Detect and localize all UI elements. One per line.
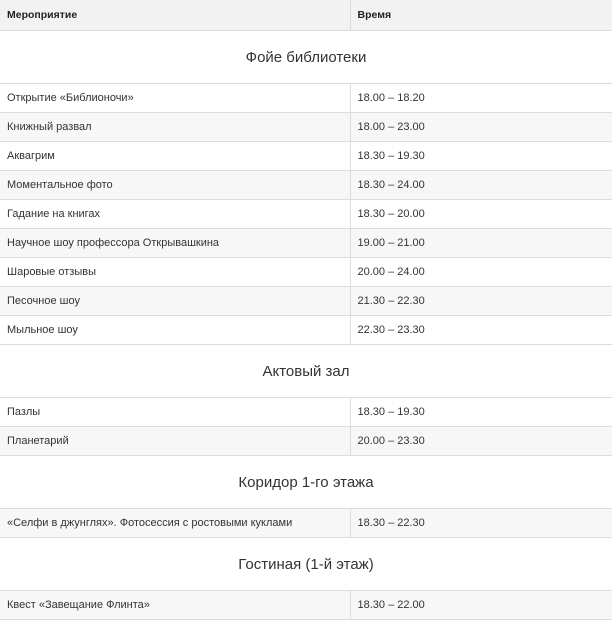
section-header-row [0, 31, 612, 84]
time-cell: 18.30 – 22.00 [350, 591, 612, 620]
table-row [0, 591, 612, 620]
section-title: Актовый зал [0, 345, 612, 398]
time-cell: 19.00 – 21.00 [350, 229, 612, 258]
event-cell: Гадание на книгах [0, 200, 350, 229]
section-title: Коридор 1-го этажа [0, 456, 612, 509]
table-row [0, 398, 612, 427]
table-row [0, 509, 612, 538]
event-cell: Открытие «Библионочи» [0, 84, 350, 113]
schedule-body [0, 31, 612, 620]
event-cell: Планетарий [0, 427, 350, 456]
table-row [0, 258, 612, 287]
event-cell: Аквагрим [0, 142, 350, 171]
section-title: Фойе библиотеки [0, 31, 612, 84]
event-cell: Моментальное фото [0, 171, 350, 200]
time-cell: 18.30 – 20.00 [350, 200, 612, 229]
section-title: Гостиная (1-й этаж) [0, 538, 612, 591]
event-cell: «Селфи в джунглях». Фотосессия с ростовыми куклами [0, 509, 350, 538]
table-row [0, 427, 612, 456]
time-cell: 20.00 – 23.30 [350, 427, 612, 456]
time-cell: 18.30 – 19.30 [350, 398, 612, 427]
column-header-time: Время [350, 0, 612, 31]
event-cell: Пазлы [0, 398, 350, 427]
event-cell: Квест «Завещание Флинта» [0, 591, 350, 620]
table-row [0, 316, 612, 345]
table-row [0, 142, 612, 171]
time-cell: 18.00 – 23.00 [350, 113, 612, 142]
event-cell: Книжный развал [0, 113, 350, 142]
time-cell: 18.30 – 24.00 [350, 171, 612, 200]
table-row [0, 229, 612, 258]
time-cell: 18.30 – 19.30 [350, 142, 612, 171]
time-cell: 21.30 – 22.30 [350, 287, 612, 316]
time-cell: 18.00 – 18.20 [350, 84, 612, 113]
table-row [0, 113, 612, 142]
table-row [0, 200, 612, 229]
event-cell: Песочное шоу [0, 287, 350, 316]
event-cell: Научное шоу профессора Открывашкина [0, 229, 350, 258]
table-row [0, 84, 612, 113]
event-cell: Шаровые отзывы [0, 258, 350, 287]
table-row [0, 287, 612, 316]
time-cell: 18.30 – 22.30 [350, 509, 612, 538]
time-cell: 22.30 – 23.30 [350, 316, 612, 345]
event-cell: Мыльное шоу [0, 316, 350, 345]
section-header-row [0, 456, 612, 509]
table-header-row [0, 0, 612, 31]
section-header-row [0, 345, 612, 398]
table-row [0, 171, 612, 200]
column-header-event: Мероприятие [0, 0, 350, 31]
time-cell: 20.00 – 24.00 [350, 258, 612, 287]
section-header-row [0, 538, 612, 591]
